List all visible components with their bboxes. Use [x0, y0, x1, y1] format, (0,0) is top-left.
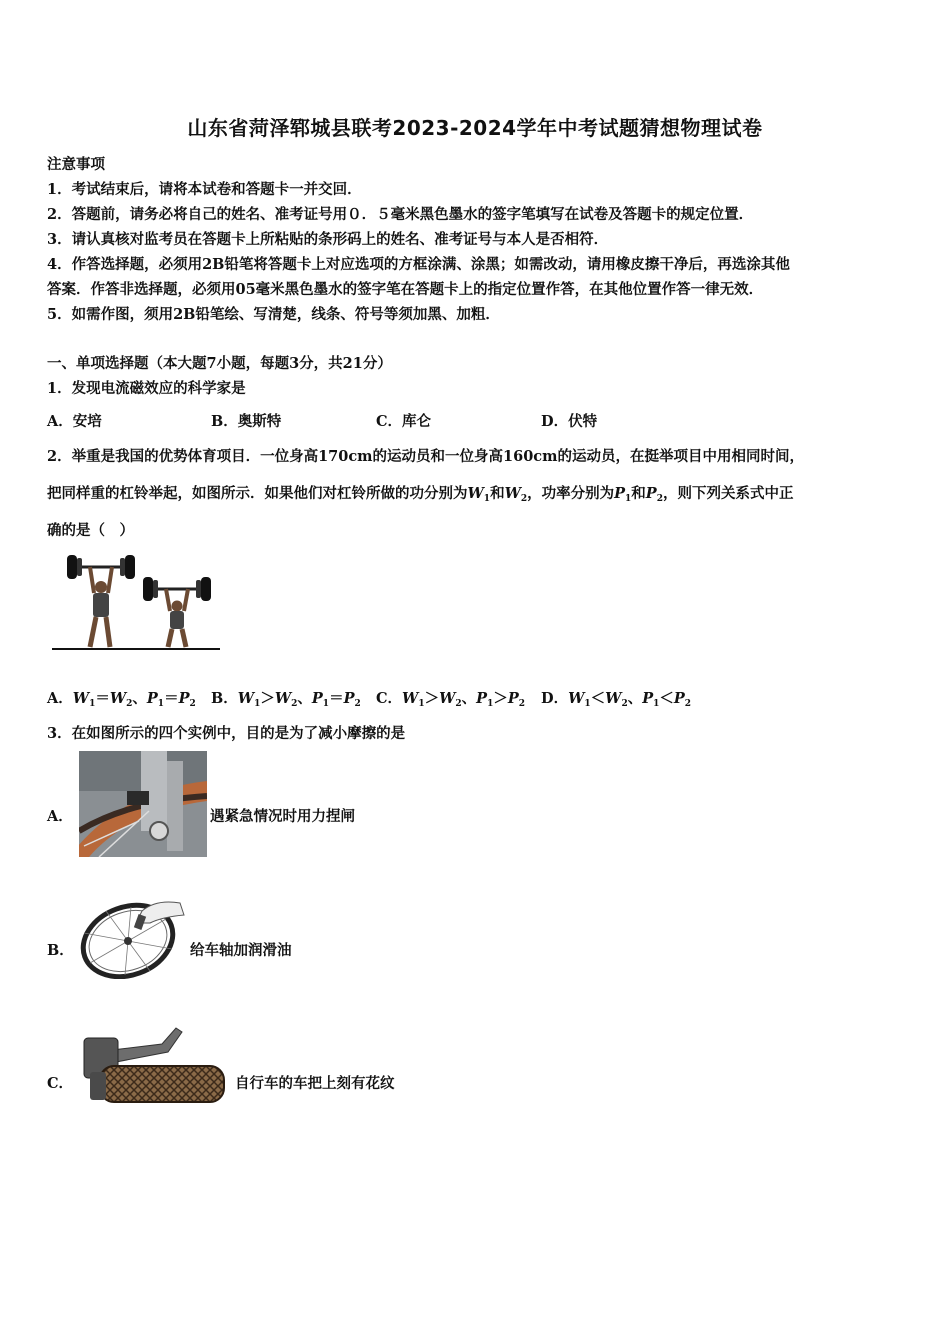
notice-item-3: 3．请认真核对监考员在答题卡上所粘贴的条形码上的姓名、准考证号与本人是否相符．	[47, 231, 609, 248]
notice-item-4: 4．作答选择题，必须用2B铅笔将答题卡上对应选项的方框涂满、涂黑；如需改动，请用橡皮擦干净后，再选涂其他	[47, 256, 790, 273]
weightlifters-image	[50, 545, 225, 655]
lifter-2	[143, 577, 211, 647]
lifter-1	[67, 555, 135, 647]
section-heading: 一、单项选择题（本大题7小题，每题3分，共21分）	[47, 355, 392, 372]
q1-option-b: B．奥斯特	[211, 413, 282, 430]
q3-stem: 3．在如图所示的四个实例中，目的是为了减小摩擦的是	[47, 725, 406, 742]
q3-option-b-label: B．	[47, 942, 74, 959]
q2-option-c: C．$W_1>W_2$、$P_1>P_2$	[376, 690, 526, 709]
q2-line-1: 2．举重是我国的优势体育项目．一位身高170cm的运动员和一位身高160cm的运动员，在挺举项目中用相同时间，	[47, 448, 804, 465]
bicycle-brake-image	[79, 751, 207, 857]
notice-item-2: 2．答题前，请务必将自己的姓名、准考证号用０．５毫米黑色墨水的签字笔填写在试卷及答题卡的规定位置．	[47, 206, 754, 223]
handlebar-grip-image	[82, 1022, 230, 1108]
q1-option-a: A．安培	[47, 413, 102, 430]
q2-option-d: D．$W_1<W_2$、$P_1<P_2$	[541, 690, 692, 709]
q3-option-b-text: 给车轴加润滑油	[190, 942, 292, 959]
notice-item-1: 1．考试结束后，请将本试卷和答题卡一并交回．	[47, 181, 362, 198]
notice-item-4-cont: 答案．作答非选择题，必须用05毫米黑色墨水的签字笔在答题卡上的指定位置作答，在其他位置作答一律无效．	[47, 281, 764, 298]
notice-heading: 注意事项	[47, 156, 105, 173]
q3-option-a-label: A．	[47, 808, 73, 825]
q1-option-d: D．伏特	[541, 413, 598, 430]
q3-option-c-label: C．	[47, 1075, 74, 1092]
q2-option-b: B．$W_1>W_2$、$P_1=P_2$	[211, 690, 361, 709]
q2-option-a: A．$W_1=W_2$、$P_1=P_2$	[47, 690, 196, 709]
q2-line-2: 把同样重的杠铃举起，如图所示．如果他们对杠铃所做的功分别为$W_1$和$W_2$，功率分别为$P_1$和$P_2$，则下列关系式中正	[47, 485, 794, 504]
wheel-oiling-image	[76, 893, 188, 979]
page-title: 山东省菏泽郓城县联考2023-2024学年中考试题猜想物理试卷	[187, 116, 763, 140]
q3-option-c-text: 自行车的车把上刻有花纹	[235, 1075, 395, 1092]
q3-option-a-text: 遇紧急情况时用力捏闸	[210, 808, 355, 825]
q2-line-3: 确的是（ ）	[47, 522, 134, 539]
q1-stem: 1．发现电流磁效应的科学家是	[47, 380, 246, 397]
q1-option-c: C．库仑	[376, 413, 432, 430]
notice-item-5: 5．如需作图，须用2B铅笔绘、写清楚，线条、符号等须加黑、加粗．	[47, 306, 500, 323]
